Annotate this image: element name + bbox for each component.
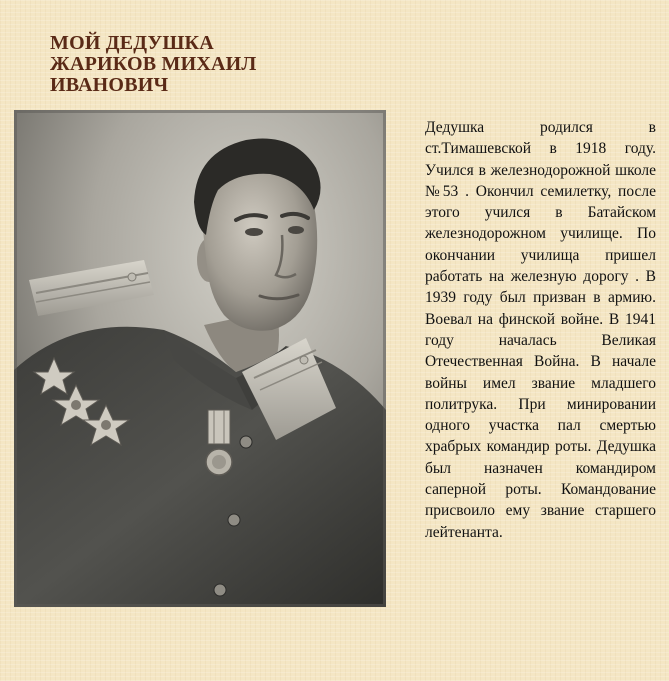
page-title <box>50 33 330 96</box>
biography-text: Дедушка родился в ст.Тимашевской в 1918 году. Учился в железнодорожной школе №53 . Окончил семилетку, после этого учился в Батайском железнодорожном училище. По окончании училища пришел работать на железную дорогу . В 1939 году был призван в армию. Воевал на финской войне. В 1941 году началась Великая Отечественная Война. В начале войны имел звание младшего политрука. При минировании одного участка пал смертью храбрых командир роты. Дедушка был назначен командиром саперной роты. Командование присвоило ему звание старшего лейтенанта. <box>425 119 656 541</box>
title-line-1: МОЙ ДЕДУШКА <box>50 32 214 54</box>
portrait-photo <box>14 110 386 607</box>
title-line-2: ЖАРИКОВ МИХАИЛ <box>50 53 257 75</box>
title-line-3: ИВАНОВИЧ <box>50 74 169 96</box>
